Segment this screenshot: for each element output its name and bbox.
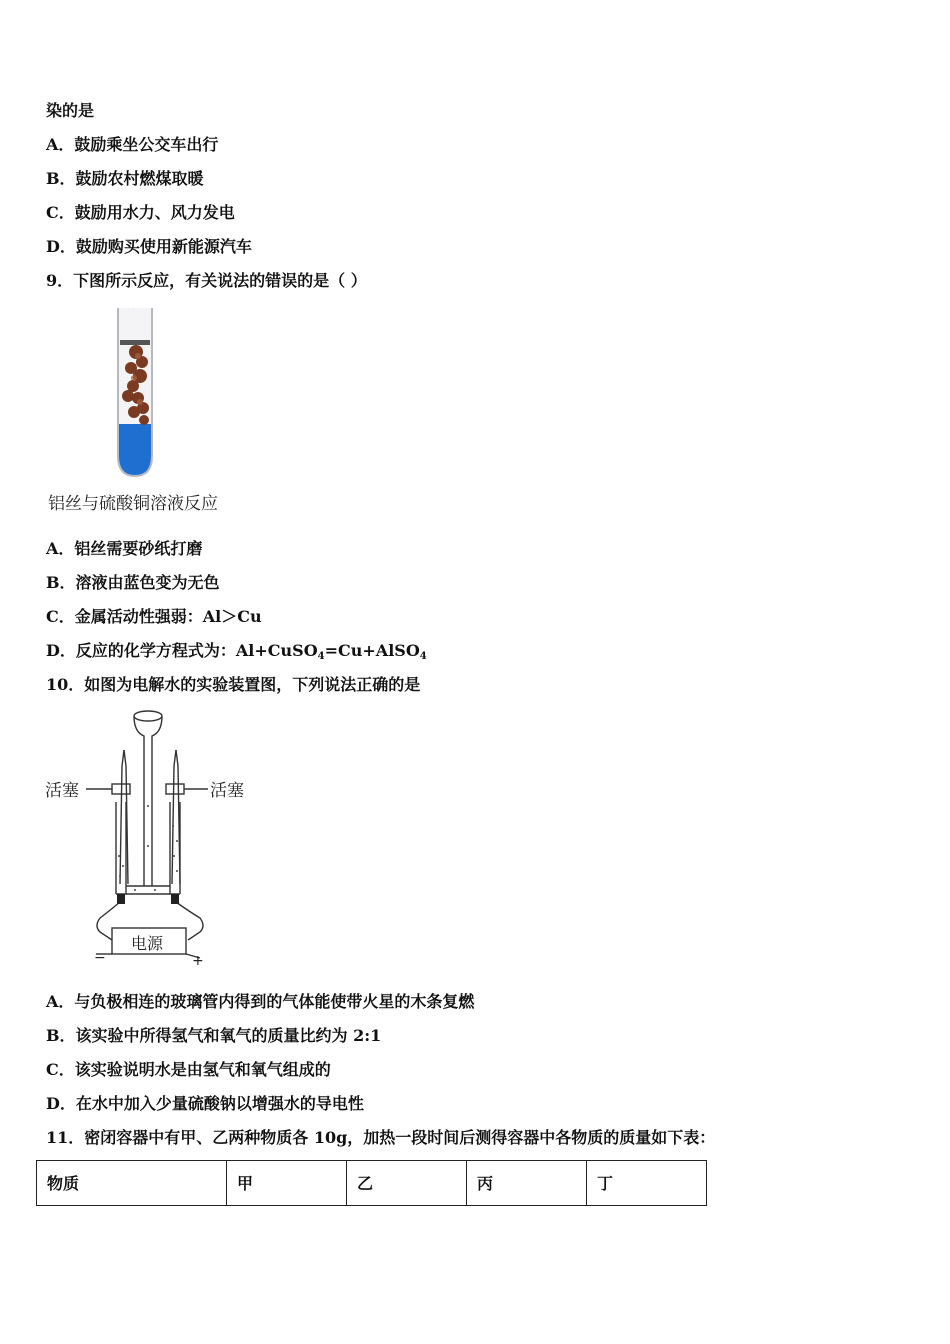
- q9-option-c: C．金属活动性强弱：Al＞Cu: [46, 607, 262, 626]
- positive-terminal-label: +: [192, 953, 204, 969]
- q8-stem-tail: 染的是: [46, 101, 95, 120]
- table-header-cell: 丁: [587, 1161, 707, 1206]
- q9-option-d-sub1: 4: [317, 651, 325, 662]
- q9-option-b: B．溶液由蓝色变为无色: [46, 573, 220, 592]
- q10-option-c: C．该实验说明水是由氢气和氧气组成的: [46, 1060, 331, 1079]
- q8-option-b: B．鼓励农村燃煤取暖: [46, 169, 204, 188]
- q10-option-d: D．在水中加入少量硫酸钠以增强水的导电性: [46, 1094, 364, 1113]
- q9-stem: 9．下图所示反应，有关说法的错误的是（ ）: [46, 271, 367, 290]
- q9-option-d-sub2: 4: [419, 651, 427, 662]
- q8-option-a: A．鼓励乘坐公交车出行: [46, 135, 219, 154]
- q8-option-d: D．鼓励购买使用新能源汽车: [46, 237, 252, 256]
- q9-option-d: [46, 641, 427, 667]
- mass-table: [36, 1160, 707, 1206]
- electrolysis-apparatus-figure: [40, 706, 260, 972]
- table-header-cell: 乙: [347, 1161, 467, 1206]
- table-header-cell: 甲: [227, 1161, 347, 1206]
- copper-sulfate-solution: [119, 424, 151, 475]
- wire-clamp: [120, 340, 150, 345]
- negative-terminal-label: −: [94, 950, 106, 966]
- q10-stem: 10．如图为电解水的实验装置图，下列说法正确的是: [46, 675, 421, 694]
- q9-option-a: A．铝丝需要砂纸打磨: [46, 539, 203, 558]
- q11-stem: 11．密闭容器中有甲、乙两种物质各 10g，加热一段时间后测得容器中各物质的质量如下表：: [46, 1128, 716, 1147]
- table-header-cell: 物质: [37, 1161, 227, 1206]
- q8-option-c: C．鼓励用水力、风力发电: [46, 203, 235, 222]
- q10-option-b: B．该实验中所得氢气和氧气的质量比约为 2:1: [46, 1026, 382, 1045]
- right-stopcock-label: 活塞: [210, 781, 244, 801]
- left-stopcock-label: 活塞: [45, 781, 79, 801]
- table-row: [37, 1161, 707, 1206]
- q10-option-a: A．与负极相连的玻璃管内得到的气体能使带火星的木条复燃: [46, 992, 475, 1011]
- q9-figure-caption: 铝丝与硫酸铜溶液反应: [48, 494, 218, 514]
- power-source-label: 电源: [131, 934, 164, 953]
- test-tube-figure: [100, 304, 170, 484]
- table-header-cell: 丙: [467, 1161, 587, 1206]
- q9-option-d-mid: =Cu+AlSO: [324, 641, 420, 660]
- q9-option-d-prefix: D．反应的化学方程式为：Al+CuSO: [46, 641, 318, 660]
